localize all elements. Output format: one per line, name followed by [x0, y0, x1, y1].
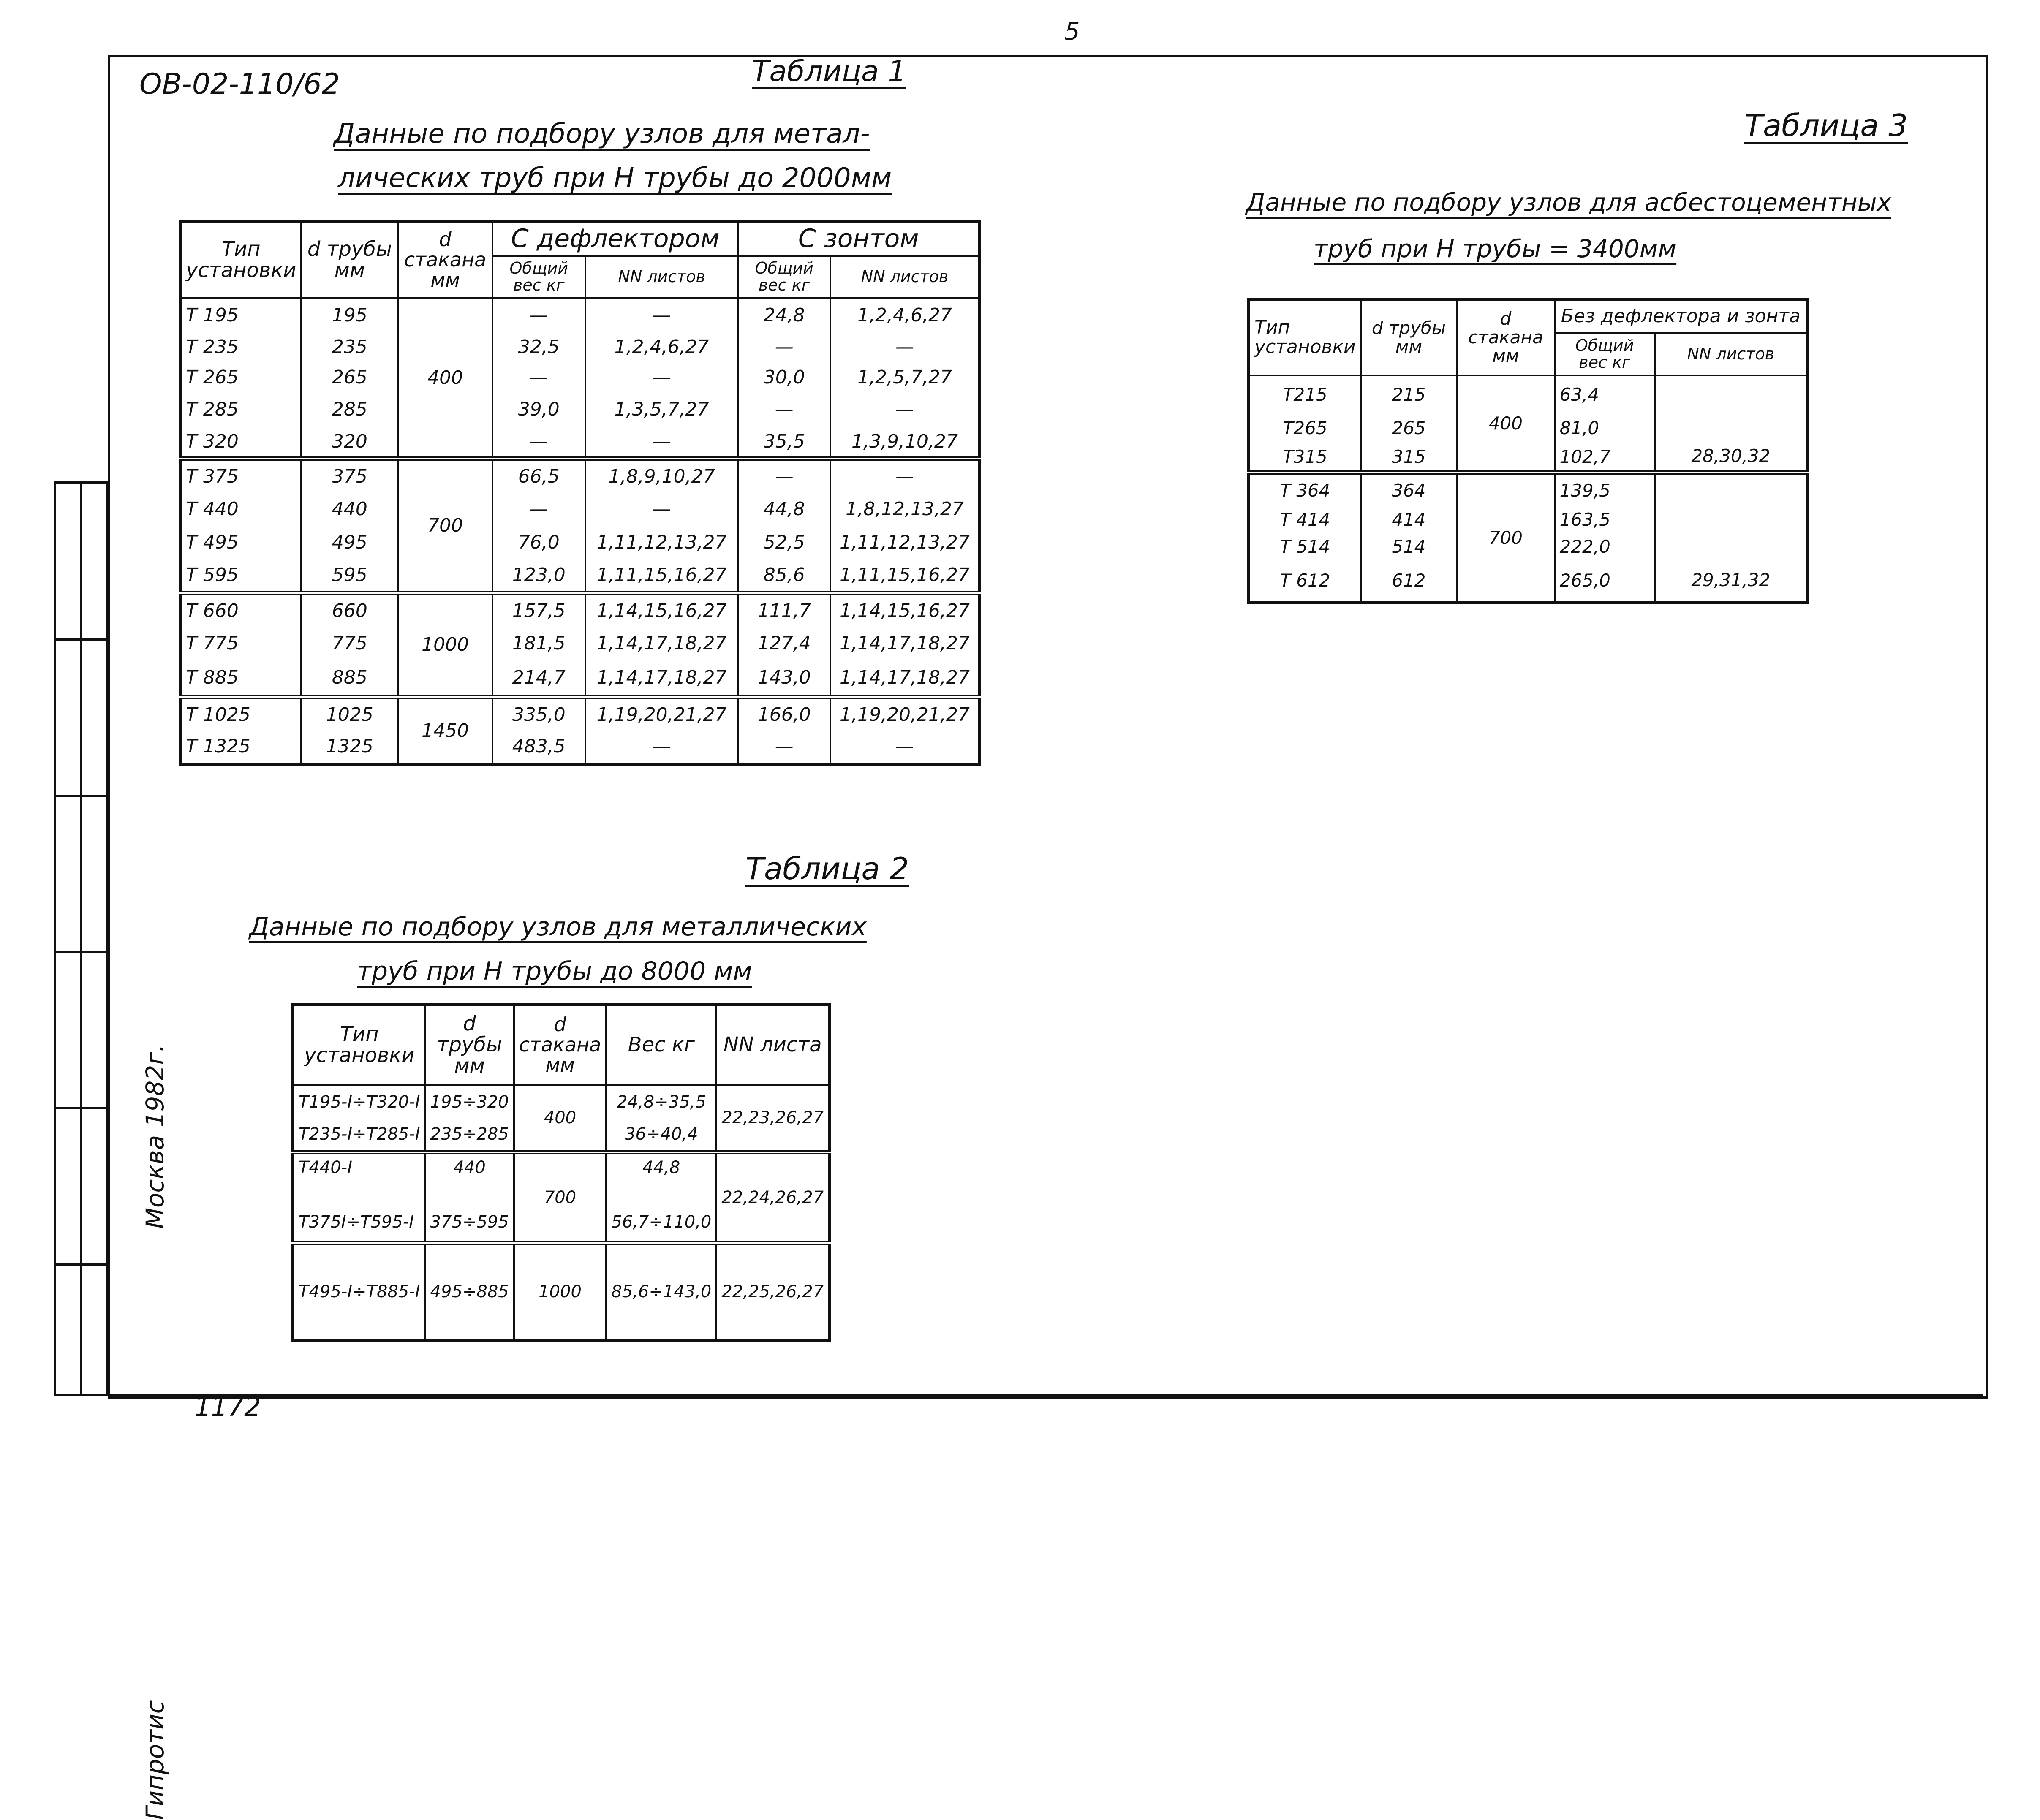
table-cell: 1,3,9,10,27	[830, 426, 980, 459]
table-header-row	[293, 1005, 830, 1085]
table-cell: 56,7÷110,0	[606, 1203, 716, 1243]
table-cell: 612	[1361, 560, 1457, 603]
table-cell: 265,0	[1555, 560, 1655, 603]
table-row	[293, 1243, 830, 1340]
table3-title-line2: труб при Н трубы = 3400мм	[1314, 234, 1677, 263]
t3-h-dpipe: d трубы мм	[1361, 299, 1457, 375]
table-cell: 414	[1361, 506, 1457, 533]
table-cell: 775	[301, 627, 398, 660]
table-cell: —	[492, 426, 585, 459]
table-cell: Т 195	[180, 298, 302, 332]
table-cell: —	[738, 332, 830, 362]
table-cell: 265	[1361, 413, 1457, 443]
table-cell: 440	[301, 492, 398, 526]
t1-h-dglass: d стакана мм	[398, 221, 492, 298]
table-cell: Т 285	[180, 393, 302, 426]
side-strip	[54, 481, 169, 1820]
t1-h-deflector: С дефлектором	[492, 221, 738, 256]
table-cell: 1,14,17,18,27	[830, 660, 980, 697]
doc-code: ОВ-02-110/62	[139, 68, 340, 101]
t3-h-weight: Общий вес кг	[1555, 333, 1655, 375]
table-cell: Т 235	[180, 332, 302, 362]
table-cell: —	[492, 492, 585, 526]
table-cell: Т 375	[180, 459, 302, 492]
table-cell: —	[830, 731, 980, 764]
table3-title-line1: Данные по подбору узлов для асбестоцементных	[1246, 188, 1892, 217]
table-cell: 81,0	[1555, 413, 1655, 443]
table3-label: Таблица 3	[1744, 108, 1908, 143]
table-cell: Т265	[1249, 413, 1361, 443]
table-cell: —	[492, 362, 585, 393]
t3-h-type: Тип установки	[1249, 299, 1361, 375]
t3-h-dglass: d стакана мм	[1457, 299, 1554, 375]
t2-h-type: Тип установки	[293, 1005, 425, 1085]
t1-h-dw: Общий вес кг	[492, 256, 585, 298]
table-cell: Т495-I÷Т885-I	[293, 1243, 425, 1340]
table-cell: 483,5	[492, 731, 585, 764]
t1-dglass-1000: 1000	[398, 593, 492, 697]
table-cell: 166,0	[738, 697, 830, 731]
table-cell: 400	[1457, 375, 1554, 473]
table-cell: 214,7	[492, 660, 585, 697]
table-header-row	[180, 221, 980, 256]
table-cell: Т215	[1249, 375, 1361, 413]
table-cell: 235	[301, 332, 398, 362]
table-cell: 1,14,17,18,27	[585, 627, 738, 660]
table-cell: 1,11,12,13,27	[830, 526, 980, 559]
table-cell: 1,14,15,16,27	[830, 593, 980, 627]
table-row	[180, 298, 980, 332]
table-cell: 1,14,17,18,27	[830, 627, 980, 660]
table-cell: 143,0	[738, 660, 830, 697]
table-cell: 1,19,20,21,27	[585, 697, 738, 731]
t1-h-uw: Общий вес кг	[738, 256, 830, 298]
table-cell: 66,5	[492, 459, 585, 492]
table2	[291, 1003, 831, 1342]
table-cell: 1325	[301, 731, 398, 764]
table-cell: 36÷40,4	[606, 1119, 716, 1152]
side-org: Гипротис	[141, 1700, 169, 1820]
table-cell: 139,5	[1555, 473, 1655, 506]
t1-dglass-400: 400	[398, 298, 492, 459]
table-cell: Т375I÷Т595-I	[293, 1203, 425, 1243]
table-cell: 364	[1361, 473, 1457, 506]
table-cell: Т 1325	[180, 731, 302, 764]
table1	[179, 220, 981, 766]
table-cell: 1,2,4,6,27	[585, 332, 738, 362]
table1-label: Таблица 1	[752, 55, 906, 88]
table-cell: 30,0	[738, 362, 830, 393]
table-cell: 85,6	[738, 559, 830, 593]
table-cell: Т 320	[180, 426, 302, 459]
table-cell: 235÷285	[425, 1119, 514, 1152]
table-cell: 127,4	[738, 627, 830, 660]
frame-bottom-line	[54, 1394, 1983, 1396]
table2-label: Таблица 2	[745, 851, 909, 886]
table-cell: 123,0	[492, 559, 585, 593]
table-cell: Т 612	[1249, 560, 1361, 603]
table-header-row	[1249, 299, 1808, 333]
table-cell: Т 364	[1249, 473, 1361, 506]
table-cell: 1025	[301, 697, 398, 731]
table-row	[180, 593, 980, 627]
table-cell: 1,11,12,13,27	[585, 526, 738, 559]
table-cell: 375	[301, 459, 398, 492]
table-cell: 495÷885	[425, 1243, 514, 1340]
t2-h-weight: Вес кг	[606, 1005, 716, 1085]
table-cell: 24,8	[738, 298, 830, 332]
t1-h-type: Тип установки	[180, 221, 302, 298]
t1-h-dpipe: d трубы мм	[301, 221, 398, 298]
table-cell: 320	[301, 426, 398, 459]
table-row	[180, 559, 980, 593]
table-row	[293, 1152, 830, 1203]
table-cell: 28,30,32	[1655, 375, 1808, 473]
table-cell: —	[738, 731, 830, 764]
table-row	[1249, 473, 1808, 506]
footer-number: 1172	[194, 1391, 261, 1422]
table-cell: 285	[301, 393, 398, 426]
table-cell: Т 414	[1249, 506, 1361, 533]
table-cell: Т440-I	[293, 1152, 425, 1203]
table-cell: Т 495	[180, 526, 302, 559]
table-cell: 181,5	[492, 627, 585, 660]
table-row	[1249, 375, 1808, 413]
table-cell: —	[492, 298, 585, 332]
table-cell: Т 514	[1249, 533, 1361, 560]
table-cell: 32,5	[492, 332, 585, 362]
table-cell: —	[830, 393, 980, 426]
table-cell: Т315	[1249, 443, 1361, 473]
table-cell: Т 595	[180, 559, 302, 593]
table-cell: 22,23,26,27	[716, 1085, 829, 1152]
table-row	[180, 492, 980, 526]
table-cell: 514	[1361, 533, 1457, 560]
table-cell: 22,25,26,27	[716, 1243, 829, 1340]
table-cell: 1,8,9,10,27	[585, 459, 738, 492]
table-cell: —	[585, 492, 738, 526]
table3	[1247, 298, 1809, 604]
table-cell: 29,31,32	[1655, 473, 1808, 603]
table2-title-line2: труб при Н трубы до 8000 мм	[357, 956, 752, 986]
table-cell: 1,3,5,7,27	[585, 393, 738, 426]
table-row	[180, 526, 980, 559]
t1-h-umbrella: С зонтом	[738, 221, 980, 256]
table-cell: 700	[1457, 473, 1554, 603]
table-cell: 1,2,4,6,27	[830, 298, 980, 332]
t1-dglass-700: 700	[398, 459, 492, 593]
table-cell: 76,0	[492, 526, 585, 559]
table-cell: 44,8	[738, 492, 830, 526]
table-cell: —	[830, 459, 980, 492]
table-cell: 375÷595	[425, 1203, 514, 1243]
side-city-year: Москва 1982г.	[141, 1044, 169, 1229]
table-cell: —	[585, 362, 738, 393]
t3-h-sheets: NN листов	[1655, 333, 1808, 375]
table-cell: 163,5	[1555, 506, 1655, 533]
table-cell: 700	[514, 1152, 607, 1243]
table-cell: 1,11,15,16,27	[830, 559, 980, 593]
table-cell: 495	[301, 526, 398, 559]
table-cell: 157,5	[492, 593, 585, 627]
table-cell: 595	[301, 559, 398, 593]
table-cell: 22,24,26,27	[716, 1152, 829, 1243]
table-row	[180, 697, 980, 731]
table-cell: 265	[301, 362, 398, 393]
table-cell: 24,8÷35,5	[606, 1085, 716, 1119]
table-cell: Т 775	[180, 627, 302, 660]
table-cell: 400	[514, 1085, 607, 1152]
table-cell: 1,2,5,7,27	[830, 362, 980, 393]
table-cell: 660	[301, 593, 398, 627]
t1-h-ds: NN листов	[585, 256, 738, 298]
table-cell: Т 885	[180, 660, 302, 697]
t1-dglass-1450: 1450	[398, 697, 492, 764]
table2-title-line1: Данные по подбору узлов для металлических	[249, 912, 867, 942]
table-cell: Т235-I÷Т285-I	[293, 1119, 425, 1152]
table-cell: 1,11,15,16,27	[585, 559, 738, 593]
table-row	[180, 362, 980, 393]
table-cell: Т 660	[180, 593, 302, 627]
table-cell: 195÷320	[425, 1085, 514, 1119]
table-cell: 335,0	[492, 697, 585, 731]
table-row	[180, 426, 980, 459]
t1-h-us: NN листов	[830, 256, 980, 298]
table-row	[293, 1085, 830, 1119]
table-cell: 1000	[514, 1243, 607, 1340]
table-cell: 1,14,17,18,27	[585, 660, 738, 697]
table-row	[180, 393, 980, 426]
t2-h-dglass: d стакана мм	[514, 1005, 607, 1085]
table-cell: 195	[301, 298, 398, 332]
table-cell: 1,8,12,13,27	[830, 492, 980, 526]
table-cell: 85,6÷143,0	[606, 1243, 716, 1340]
table-cell: 1,14,15,16,27	[585, 593, 738, 627]
table-cell: 63,4	[1555, 375, 1655, 413]
table-cell: 52,5	[738, 526, 830, 559]
table-row	[180, 627, 980, 660]
table-cell: 1,19,20,21,27	[830, 697, 980, 731]
table-cell: —	[738, 393, 830, 426]
table-cell: —	[830, 332, 980, 362]
table-cell: 315	[1361, 443, 1457, 473]
table-cell: 222,0	[1555, 533, 1655, 560]
table-cell: 215	[1361, 375, 1457, 413]
table-row	[180, 332, 980, 362]
table-cell: 44,8	[606, 1152, 716, 1203]
table-cell: 440	[425, 1152, 514, 1203]
table-cell: 102,7	[1555, 443, 1655, 473]
table-cell: Т 1025	[180, 697, 302, 731]
table-cell: —	[738, 459, 830, 492]
table1-title-line2: лических труб при Н трубы до 2000мм	[338, 163, 892, 194]
table-cell: —	[585, 731, 738, 764]
table-row	[180, 459, 980, 492]
t2-h-dpipe: d трубы мм	[425, 1005, 514, 1085]
table-cell: Т 440	[180, 492, 302, 526]
table-cell: 111,7	[738, 593, 830, 627]
table-row	[180, 660, 980, 697]
table-cell: Т195-I÷Т320-I	[293, 1085, 425, 1119]
t2-h-sheets: NN листа	[716, 1005, 829, 1085]
table-cell: Т 265	[180, 362, 302, 393]
table-cell: 35,5	[738, 426, 830, 459]
page-number: 5	[1064, 17, 1080, 46]
table-cell: —	[585, 298, 738, 332]
table1-title-line1: Данные по подбору узлов для метал-	[334, 118, 870, 149]
table-cell: 885	[301, 660, 398, 697]
table-row	[180, 731, 980, 764]
t3-h-group: Без дефлектора и зонта	[1555, 299, 1808, 333]
table-cell: 39,0	[492, 393, 585, 426]
table-cell: —	[585, 426, 738, 459]
